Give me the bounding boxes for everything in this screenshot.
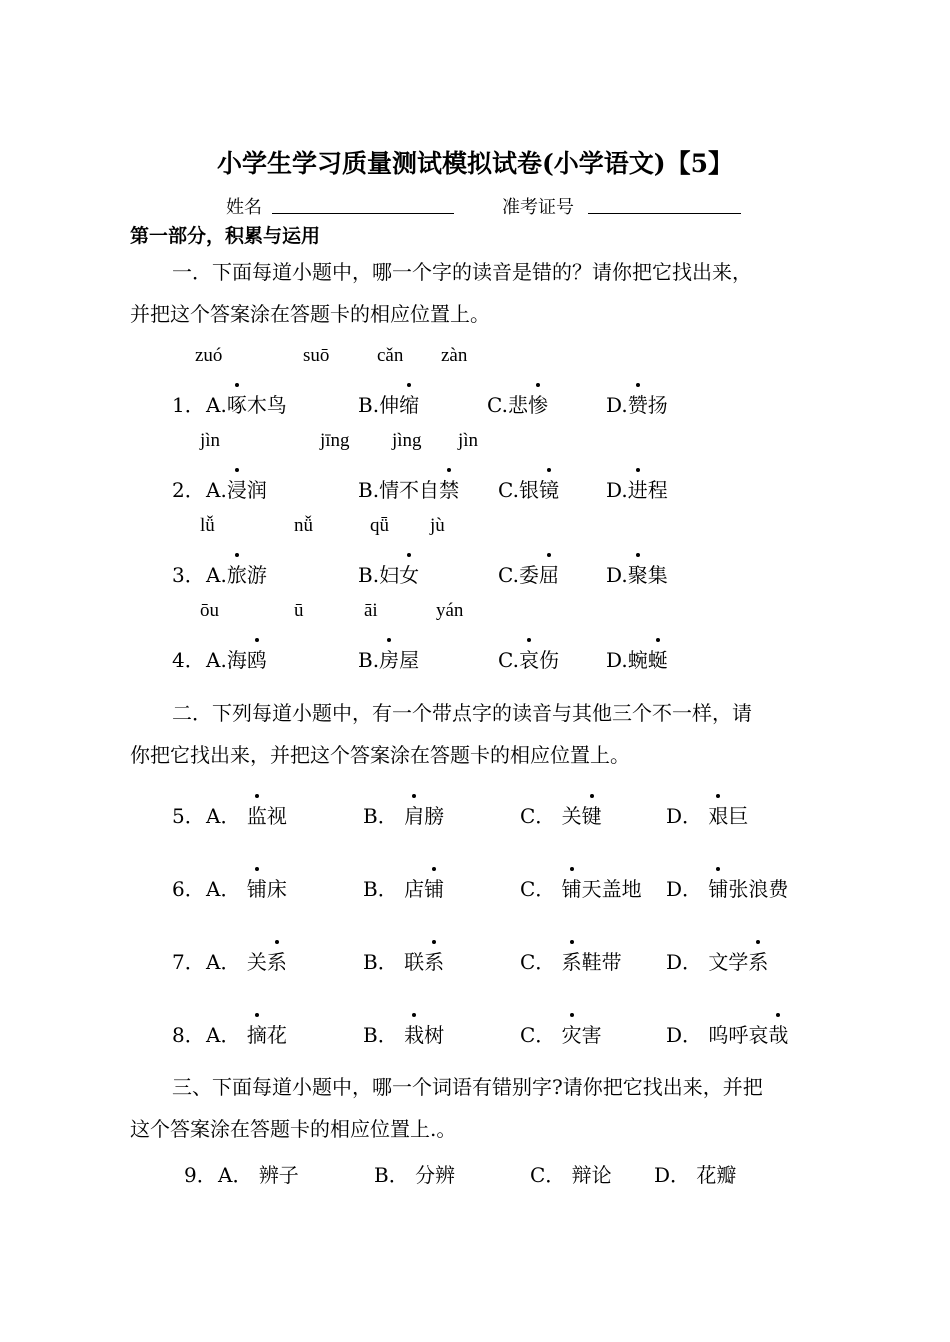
option-text: 天盖地	[581, 877, 642, 901]
pinyin: ōu	[200, 600, 219, 621]
option-text: A.	[206, 393, 227, 417]
option-text: 伸	[379, 393, 400, 417]
dotted-char: 女	[399, 559, 419, 588]
option-text: 辩论	[571, 1163, 612, 1187]
option-text: D.	[606, 393, 628, 417]
option-text: 蜿	[627, 648, 648, 672]
option-text: 银	[518, 478, 539, 502]
option-text: 关	[246, 950, 267, 974]
section2-instruction-line2: 你把它找出来，并把这个答案涂在答题卡的相应位置上。	[130, 743, 630, 767]
pinyin: āi	[364, 600, 378, 621]
option-d[interactable]	[666, 946, 768, 975]
pinyin: cǎn	[377, 345, 404, 366]
option-a[interactable]	[218, 1159, 299, 1188]
option-text: C．	[520, 877, 556, 901]
pinyin: ū	[294, 600, 304, 621]
option-text: 海	[226, 648, 247, 672]
pinyin: lǚ	[200, 515, 215, 536]
dotted-char: 聚	[628, 559, 648, 588]
option-d[interactable]	[606, 644, 668, 673]
dotted-char: 房	[379, 644, 399, 673]
section3-instruction-line1: 三、下面每道小题中，哪一个词语有错别字?请你把它找出来，并把	[172, 1075, 763, 1099]
option-text: D.	[606, 648, 628, 672]
dotted-char: 鸥	[247, 644, 267, 673]
option-b[interactable]	[363, 873, 444, 902]
option-a[interactable]	[206, 1019, 287, 1048]
option-d[interactable]	[666, 800, 748, 829]
option-b[interactable]	[358, 644, 419, 673]
option-b[interactable]	[363, 800, 444, 829]
option-text: A．	[218, 1163, 253, 1187]
dotted-char: 摘	[247, 1019, 267, 1048]
option-text: B．	[363, 804, 398, 828]
option-b[interactable]	[358, 559, 419, 588]
pinyin: jìn	[200, 430, 221, 451]
option-text: B．	[363, 950, 398, 974]
option-text: B.	[358, 648, 380, 672]
dotted-char: 哀	[519, 644, 539, 673]
option-text: D．	[666, 1023, 703, 1047]
option-text: 辨子	[258, 1163, 299, 1187]
question-number: 9．	[184, 1163, 217, 1187]
option-text: 店	[404, 877, 425, 901]
option-text: C．	[520, 1023, 556, 1047]
section2-instruction	[130, 692, 830, 776]
dotted-char: 艰	[708, 800, 728, 829]
dotted-char: 哉	[768, 1019, 788, 1048]
name-blank[interactable]	[272, 193, 454, 214]
option-text: 花瓣	[696, 1163, 737, 1187]
pinyin: nǚ	[294, 515, 313, 536]
dotted-char: 缩	[399, 389, 419, 418]
question-number: 6．	[172, 877, 205, 901]
option-text: A.	[206, 648, 227, 672]
option-text: A．	[206, 877, 241, 901]
option-text: 呜呼哀	[708, 1023, 769, 1047]
dotted-char: 栽	[404, 1019, 424, 1048]
option-text: 张浪费	[728, 877, 789, 901]
dotted-char: 系	[748, 946, 768, 975]
option-text: 润	[246, 478, 267, 502]
option-text: D．	[666, 877, 703, 901]
option-text: 游	[246, 563, 267, 587]
question-number: 7．	[172, 950, 205, 974]
option-text: D.	[606, 478, 628, 502]
option-d[interactable]	[606, 389, 668, 418]
option-text: A．	[206, 804, 241, 828]
option-text: C.	[498, 648, 519, 672]
dotted-char: 浸	[227, 474, 247, 503]
option-b[interactable]	[363, 1019, 444, 1048]
option-text: 伤	[538, 648, 559, 672]
question-number: 2．	[172, 478, 205, 502]
option-text: A.	[206, 563, 227, 587]
option-text: B．	[363, 877, 398, 901]
option-text: 程	[647, 478, 668, 502]
section3-instruction-line2: 这个答案涂在答题卡的相应位置上.。	[130, 1117, 457, 1141]
option-b[interactable]	[358, 474, 459, 503]
dotted-char: 蜒	[648, 644, 668, 673]
question-number: 3．	[172, 563, 205, 587]
option-text: B.	[358, 393, 380, 417]
option-text: 委	[518, 563, 539, 587]
option-text: 关	[561, 804, 582, 828]
option-text: 集	[647, 563, 668, 587]
option-c[interactable]	[520, 946, 622, 975]
option-text: B.	[358, 563, 380, 587]
option-text: C．	[520, 950, 556, 974]
option-text: 扬	[647, 393, 668, 417]
option-c[interactable]	[520, 873, 642, 902]
option-d[interactable]	[606, 559, 668, 588]
question-number: 4．	[172, 648, 205, 672]
option-text: B．	[363, 1023, 398, 1047]
option-text: 树	[424, 1023, 445, 1047]
option-c[interactable]	[520, 1019, 602, 1048]
exam-no-blank[interactable]	[588, 193, 741, 214]
option-text: C.	[487, 393, 508, 417]
option-text: D．	[666, 950, 703, 974]
option-text: 妇	[379, 563, 400, 587]
option-d[interactable]	[654, 1159, 736, 1188]
dotted-char: 铺	[708, 873, 728, 902]
part1-heading: 第一部分，积累与运用	[130, 225, 321, 247]
option-text: B．	[374, 1163, 409, 1187]
option-a[interactable]	[206, 644, 267, 673]
option-d[interactable]	[666, 1019, 788, 1048]
dotted-char: 铺	[424, 873, 444, 902]
pinyin: jìn	[458, 430, 479, 451]
pinyin: suō	[303, 345, 330, 366]
dotted-char: 系	[424, 946, 444, 975]
dotted-char: 屈	[539, 559, 559, 588]
option-a[interactable]	[206, 873, 287, 902]
dotted-char: 镜	[539, 474, 559, 503]
option-text: A．	[206, 950, 241, 974]
section1-instruction	[130, 251, 830, 335]
option-text: 鞋带	[581, 950, 622, 974]
option-a[interactable]	[206, 559, 267, 588]
question-number: 5．	[172, 804, 205, 828]
dotted-char: 铺	[562, 873, 582, 902]
option-text: 花	[266, 1023, 287, 1047]
dotted-char: 铺	[247, 873, 267, 902]
dotted-char: 惨	[528, 389, 548, 418]
option-c[interactable]	[498, 559, 559, 588]
option-text: 害	[581, 1023, 602, 1047]
option-text: D．	[654, 1163, 691, 1187]
dotted-char: 肩	[404, 800, 424, 829]
section1-instruction-line2: 并把这个答案涂在答题卡的相应位置上。	[130, 302, 490, 326]
option-a[interactable]	[206, 946, 287, 975]
pinyin: zàn	[441, 345, 468, 366]
section2-instruction-line1: 二．下列每道小题中，有一个带点字的读音与其他三个不一样，请	[172, 701, 752, 725]
option-text: B.	[358, 478, 380, 502]
dotted-char: 键	[582, 800, 602, 829]
dotted-char: 啄	[227, 389, 247, 418]
option-c[interactable]	[498, 474, 559, 503]
pinyin: jìng	[392, 430, 422, 451]
option-text: 床	[266, 877, 287, 901]
name-label: 姓名	[226, 197, 262, 218]
option-text: C．	[530, 1163, 566, 1187]
option-text: C.	[498, 478, 519, 502]
dotted-char: 旅	[227, 559, 247, 588]
dotted-char: 进	[628, 474, 648, 503]
pinyin: zuó	[195, 345, 223, 366]
option-d[interactable]	[666, 873, 788, 902]
pinyin: yán	[436, 600, 464, 621]
dotted-char: 系	[562, 946, 582, 975]
dotted-char: 监	[247, 800, 267, 829]
page-title: 小学生学习质量测试模拟试卷(小学语文)【5】	[216, 149, 734, 178]
option-text: 悲	[507, 393, 528, 417]
exam-no-label: 准考证号	[502, 197, 574, 218]
option-text: 膀	[424, 804, 445, 828]
option-text: 文学	[708, 950, 749, 974]
option-a[interactable]	[206, 474, 267, 503]
option-text: C.	[498, 563, 519, 587]
option-b[interactable]	[374, 1159, 455, 1188]
option-text: C．	[520, 804, 556, 828]
dotted-char: 系	[267, 946, 287, 975]
pinyin: qǖ	[370, 515, 389, 536]
option-b[interactable]	[358, 389, 419, 418]
option-text: 木鸟	[246, 393, 287, 417]
section1-instruction-line1: 一．下面每道小题中，哪一个字的读音是错的？请你把它找出来，	[172, 260, 752, 284]
option-c[interactable]	[498, 644, 559, 673]
option-text: A.	[206, 478, 227, 502]
option-a[interactable]	[206, 389, 287, 418]
dotted-char: 灾	[562, 1019, 582, 1048]
option-b[interactable]	[363, 946, 444, 975]
dotted-char: 禁	[439, 474, 459, 503]
question-number: 1．	[172, 393, 205, 417]
option-c[interactable]	[487, 389, 548, 418]
option-c[interactable]	[530, 1159, 612, 1188]
option-text: 分辨	[415, 1163, 456, 1187]
option-a[interactable]	[206, 800, 287, 829]
pinyin: jù	[430, 515, 445, 536]
option-text: 联	[404, 950, 425, 974]
option-d[interactable]	[606, 474, 668, 503]
option-text: 情不自	[379, 478, 440, 502]
option-text: 屋	[399, 648, 420, 672]
option-c[interactable]	[520, 800, 602, 829]
option-text: 巨	[728, 804, 749, 828]
option-text: A．	[206, 1023, 241, 1047]
option-text: 视	[266, 804, 287, 828]
pinyin: jīng	[320, 430, 350, 451]
option-text: D.	[606, 563, 628, 587]
dotted-char: 赞	[628, 389, 648, 418]
section3-instruction	[130, 1066, 850, 1150]
option-text: D．	[666, 804, 703, 828]
question-number: 8．	[172, 1023, 205, 1047]
